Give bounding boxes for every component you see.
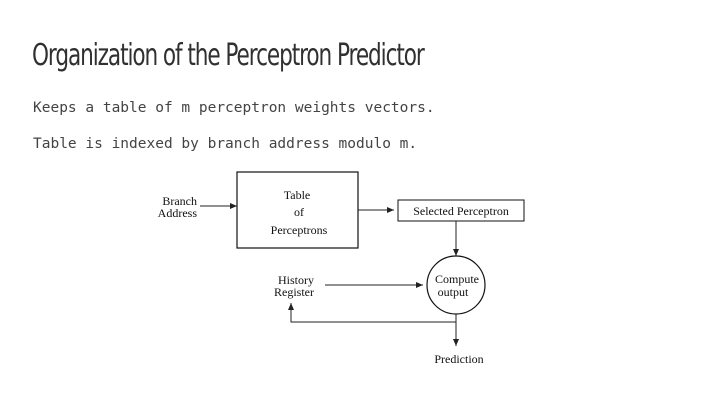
description-line-2: Table is indexed by branch address modulo m.: [33, 136, 418, 152]
table-box-line2: of: [294, 205, 304, 219]
compute-label-line2: output: [437, 285, 469, 299]
slide-title: Organization of the Perceptron Predictor: [32, 38, 424, 73]
table-box-line1: Table: [283, 188, 311, 202]
table-box-line3: Perceptrons: [270, 223, 328, 237]
branch-address-label-line2: Address: [157, 206, 197, 220]
selected-perceptron-label: Selected Perceptron: [413, 204, 509, 218]
description-line-1: Keeps a table of m perceptron weights vectors.: [33, 100, 435, 116]
compute-label-line1: Compute: [435, 272, 479, 286]
prediction-label: Prediction: [434, 352, 484, 366]
history-register-label-line1: History: [278, 273, 314, 287]
feedback-path-to-history: [291, 303, 456, 322]
branch-address-label-line1: Branch: [162, 194, 197, 208]
history-register-label-line2: Register: [274, 285, 314, 299]
